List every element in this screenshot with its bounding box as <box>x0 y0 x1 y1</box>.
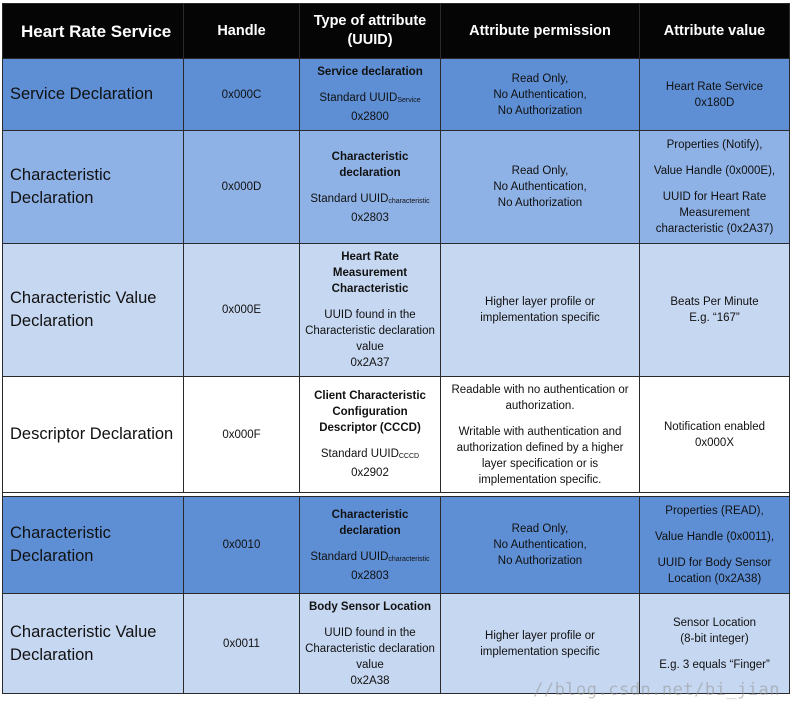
row-type <box>300 131 441 244</box>
gatt-table <box>2 3 790 694</box>
permission-line: Read Only, <box>511 165 569 177</box>
value-line: Notification enabled <box>663 420 765 433</box>
row-type <box>300 497 441 594</box>
value-line: UUID for Heart Rate Measurement characteristic (0x2A37) <box>655 191 774 235</box>
row-name: Characteristic Value Declaration <box>3 244 184 377</box>
type-uuid-sub: CCCD <box>398 453 420 460</box>
row-name: Descriptor Declaration <box>3 377 184 493</box>
type-uuid-sub: Service <box>397 97 421 104</box>
row-type <box>300 59 441 131</box>
type-title: Heart Rate Measurement Characteristic <box>331 251 409 295</box>
row-permission <box>441 497 640 594</box>
permission-line: No Authorization <box>497 104 583 117</box>
type-title: Body Sensor Location <box>308 600 432 613</box>
row-handle: 0x0010 <box>184 497 300 594</box>
row-value <box>640 131 790 244</box>
type-uuid-sub: characteristic <box>388 197 430 205</box>
row-permission <box>441 594 640 694</box>
type-uuid-value: 0x2803 <box>351 211 389 224</box>
type-uuid-value: 0x2803 <box>351 569 389 582</box>
permission-line: Writable with authentication and authorization defined by a higher layer specification or is implementation specific. <box>456 425 624 486</box>
type-uuid-prefix: Standard UUID <box>320 448 399 460</box>
type-uuid-prefix: Standard UUID <box>310 192 389 205</box>
permission-line: Read Only, <box>511 523 569 535</box>
type-title: Service declaration <box>317 66 423 78</box>
value-line: Value Handle (0x0011), <box>654 531 775 543</box>
row-permission <box>441 59 640 131</box>
row-handle: 0x000C <box>184 59 300 131</box>
row-value <box>640 59 790 131</box>
row-name: Characteristic Declaration <box>3 131 184 244</box>
row-name: Characteristic Value Declaration <box>3 594 184 694</box>
type-uuid-prefix: Standard UUID <box>319 92 398 104</box>
table-row <box>3 497 790 594</box>
permission-line: No Authorization <box>497 197 583 209</box>
row-value <box>640 244 790 377</box>
permission-line: No Authentication, <box>493 539 587 551</box>
row-name: Characteristic Declaration <box>3 497 184 594</box>
type-uuid-value: 0x2902 <box>351 467 389 479</box>
row-handle: 0x000F <box>184 377 300 493</box>
value-line: Properties (Notify), <box>666 139 763 151</box>
row-handle: 0x000D <box>184 131 300 244</box>
value-line: Beats Per Minute <box>670 296 759 308</box>
row-type <box>300 594 441 694</box>
permission-line: No Authentication, <box>493 181 587 193</box>
header-permission: Attribute permission <box>441 4 640 59</box>
row-handle: 0x0011 <box>184 594 300 694</box>
type-title: Characteristic declaration <box>331 508 409 537</box>
type-uuid-prefix: Standard UUID <box>310 550 389 563</box>
row-permission <box>441 131 640 244</box>
permission-line: Readable with no authentication or authorization. <box>451 383 629 412</box>
table-row <box>3 59 790 131</box>
type-title: Client Characteristic Configuration Descriptor (CCCD) <box>314 390 426 434</box>
row-value <box>640 377 790 493</box>
permission-line: Higher layer profile or implementation specific <box>480 296 600 324</box>
value-line: 0x180D <box>694 96 735 109</box>
table-row <box>3 244 790 377</box>
row-type <box>300 244 441 377</box>
table-row <box>3 377 790 493</box>
row-value <box>640 594 790 694</box>
type-uuid-value: 0x2800 <box>351 111 389 123</box>
type-body: UUID found in the Characteristic declaration value <box>305 309 435 353</box>
table-row <box>3 594 790 694</box>
row-name: Service Declaration <box>3 59 184 131</box>
type-uuid-value: 0x2A37 <box>350 357 390 369</box>
row-permission <box>441 377 640 493</box>
header-row <box>3 4 790 59</box>
permission-line: Read Only, <box>511 72 569 85</box>
value-line: UUID for Body Sensor Location (0x2A38) <box>657 557 772 585</box>
value-line: E.g. “167” <box>689 312 740 324</box>
row-permission <box>441 244 640 377</box>
value-line: Value Handle (0x000E), <box>653 165 776 177</box>
header-handle: Handle <box>184 4 300 59</box>
watermark: //blog.csdn.net/bi_jian <box>533 680 780 700</box>
row-type <box>300 377 441 493</box>
value-line: Sensor Location <box>672 616 757 629</box>
type-uuid-value: 0x2A38 <box>350 674 390 687</box>
type-uuid-sub: characteristic <box>388 555 430 563</box>
value-line: 0x000X <box>694 436 734 449</box>
permission-line: Higher layer profile or implementation specific <box>480 629 600 658</box>
value-line: Properties (READ), <box>665 505 764 517</box>
type-body: UUID found in the Characteristic declaration value <box>305 626 435 671</box>
row-handle: 0x000E <box>184 244 300 377</box>
permission-line: No Authentication, <box>493 88 587 101</box>
value-line: E.g. 3 equals “Finger” <box>659 658 770 671</box>
value-line: (8-bit integer) <box>680 632 749 645</box>
row-value <box>640 497 790 594</box>
value-line: Heart Rate Service <box>665 80 764 93</box>
header-value: Attribute value <box>640 4 790 59</box>
header-type: Type of attribute (UUID) <box>300 4 441 59</box>
type-title: Characteristic declaration <box>331 150 409 179</box>
header-service: Heart Rate Service <box>3 4 184 59</box>
table-row <box>3 131 790 244</box>
permission-line: No Authorization <box>497 555 583 567</box>
